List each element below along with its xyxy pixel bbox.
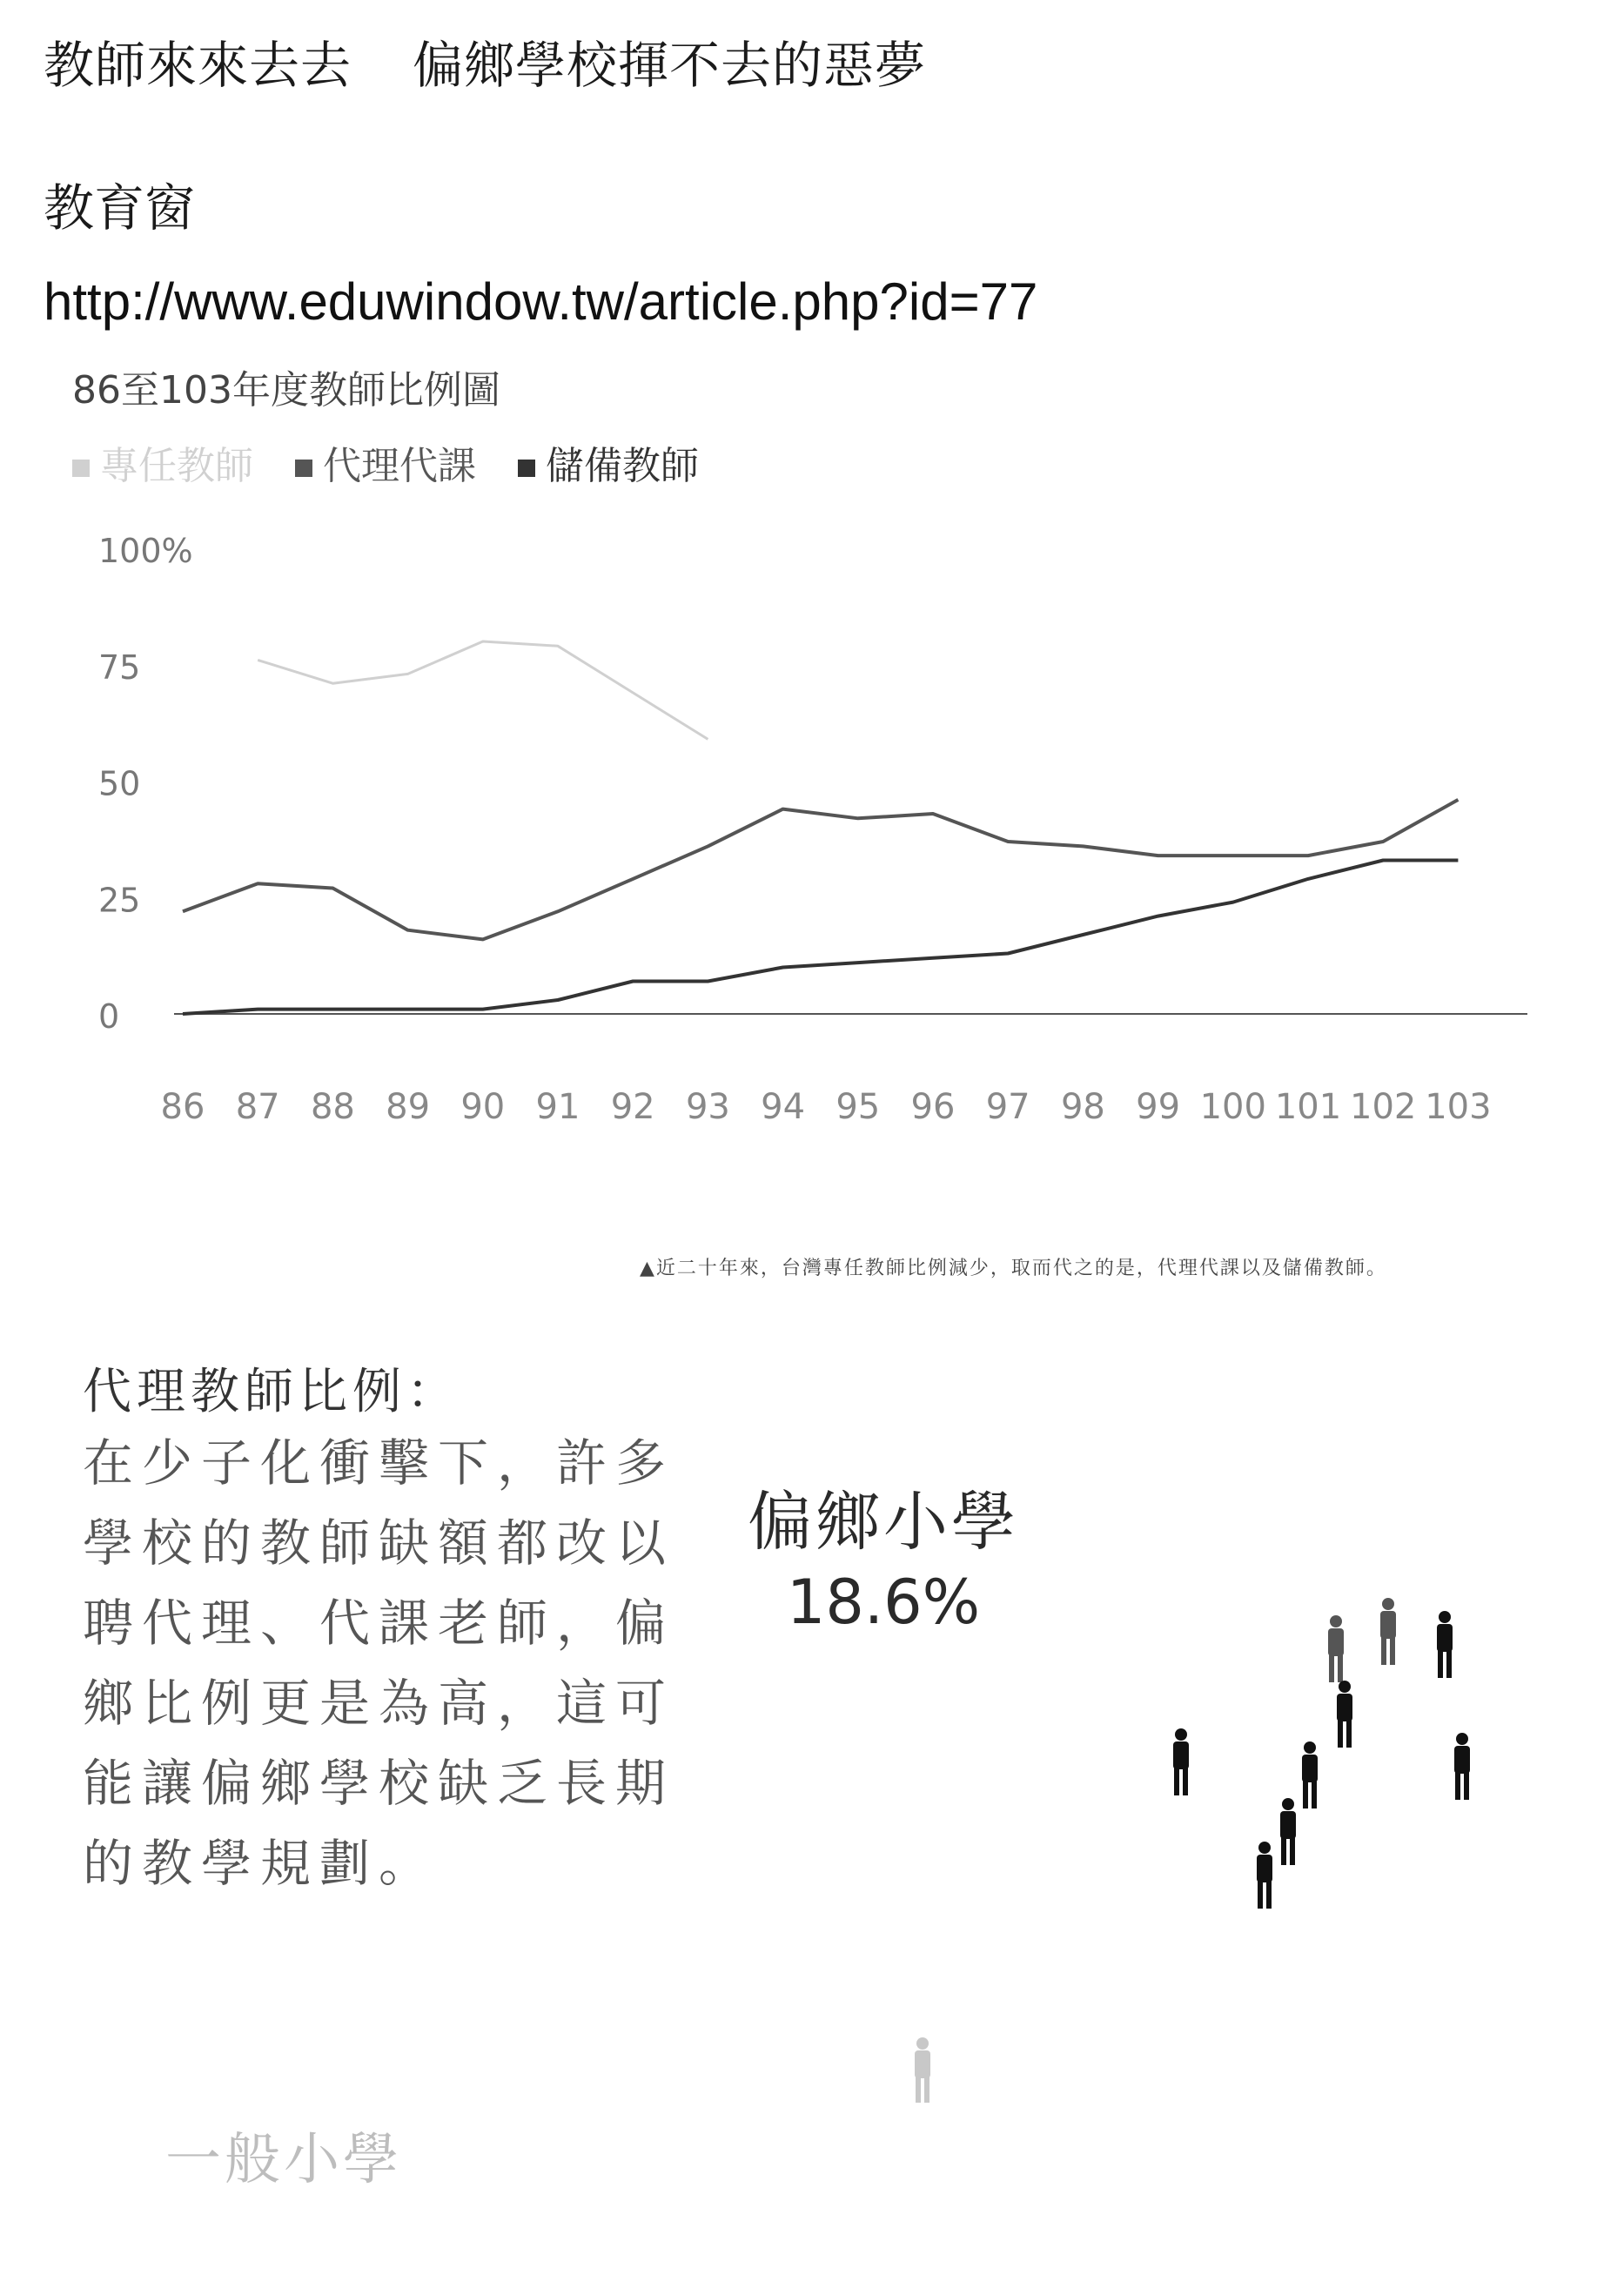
series-line-1 xyxy=(183,800,1458,940)
person-icon xyxy=(1380,1598,1396,1665)
x-tick-label: 91 xyxy=(535,1087,580,1127)
x-tick-label: 90 xyxy=(460,1087,506,1127)
x-tick-label: 96 xyxy=(910,1087,956,1127)
person-icon xyxy=(1173,1728,1189,1795)
x-tick-label: 102 xyxy=(1350,1087,1417,1127)
legend-swatch-0 xyxy=(72,460,90,477)
legend-label-2: 儲備教師 xyxy=(546,444,699,488)
legend-label-0: 專任教師 xyxy=(100,444,253,488)
x-tick-label: 98 xyxy=(1060,1087,1105,1127)
y-tick-label: 75 xyxy=(98,648,141,687)
legend-label-1: 代理代課 xyxy=(323,444,476,488)
y-tick-label: 25 xyxy=(98,881,141,920)
person-icon xyxy=(1302,1741,1318,1808)
section-body: 在少子化衝擊下，許多學校的教師缺額都改以聘代理、代課老師，偏鄉比例更是為高，這可能讓偏鄉學校缺乏長期的教學規劃。 xyxy=(83,1433,675,1893)
x-tick-label: 88 xyxy=(310,1087,355,1127)
x-tick-label: 103 xyxy=(1425,1087,1492,1127)
legend-swatch-2 xyxy=(518,460,535,477)
person-icon xyxy=(1454,1733,1470,1800)
x-tick-label: 97 xyxy=(985,1087,1030,1127)
legend-swatch-1 xyxy=(295,460,312,477)
series-line-2 xyxy=(183,861,1458,1015)
person-icon xyxy=(1437,1611,1453,1678)
x-tick-label: 93 xyxy=(685,1087,730,1127)
x-tick-label: 94 xyxy=(761,1087,806,1127)
chart-title: 86至103年度教師比例圖 xyxy=(72,368,500,413)
series-line-0 xyxy=(258,641,708,739)
person-icon xyxy=(1328,1615,1344,1682)
person-icon xyxy=(1257,1842,1272,1909)
y-tick-label: 0 xyxy=(98,997,120,1036)
x-tick-label: 100 xyxy=(1199,1087,1266,1127)
person-icon xyxy=(1280,1798,1296,1865)
person-icon xyxy=(1337,1681,1352,1748)
rural-school-percentage: 18.6% xyxy=(786,1567,981,1638)
source-url-link[interactable]: http://www.eduwindow.tw/article.php?id=77 xyxy=(44,272,1038,331)
faded-person-icon xyxy=(909,2037,936,2106)
teacher-ratio-line-chart xyxy=(0,348,1624,1131)
article-title-right: 偏鄉學校揮不去的惡夢 xyxy=(413,36,927,95)
y-tick-label: 50 xyxy=(98,764,141,803)
x-tick-label: 87 xyxy=(235,1087,280,1127)
x-tick-label: 95 xyxy=(835,1087,881,1127)
x-tick-label: 101 xyxy=(1274,1087,1342,1127)
x-tick-label: 89 xyxy=(386,1087,431,1127)
people-icon-graphic xyxy=(1149,1584,1549,1949)
article-title xyxy=(44,24,926,97)
x-tick-label: 92 xyxy=(610,1087,655,1127)
general-school-label: 一般小學 xyxy=(165,2128,402,2192)
y-tick-label: 100% xyxy=(98,532,193,570)
x-tick-label: 86 xyxy=(160,1087,205,1127)
chart-caption: ▲近二十年來，台灣專任教師比例減少，取而代之的是，代理代課以及儲備教師。 xyxy=(640,1258,1387,1279)
source-name: 教育窗 xyxy=(44,178,196,238)
section-title: 代理教師比例： xyxy=(83,1364,460,1420)
rural-school-label: 偏鄉小學 xyxy=(748,1485,1019,1560)
x-tick-label: 99 xyxy=(1136,1087,1181,1127)
article-title-left: 教師來來去去 xyxy=(44,36,352,95)
